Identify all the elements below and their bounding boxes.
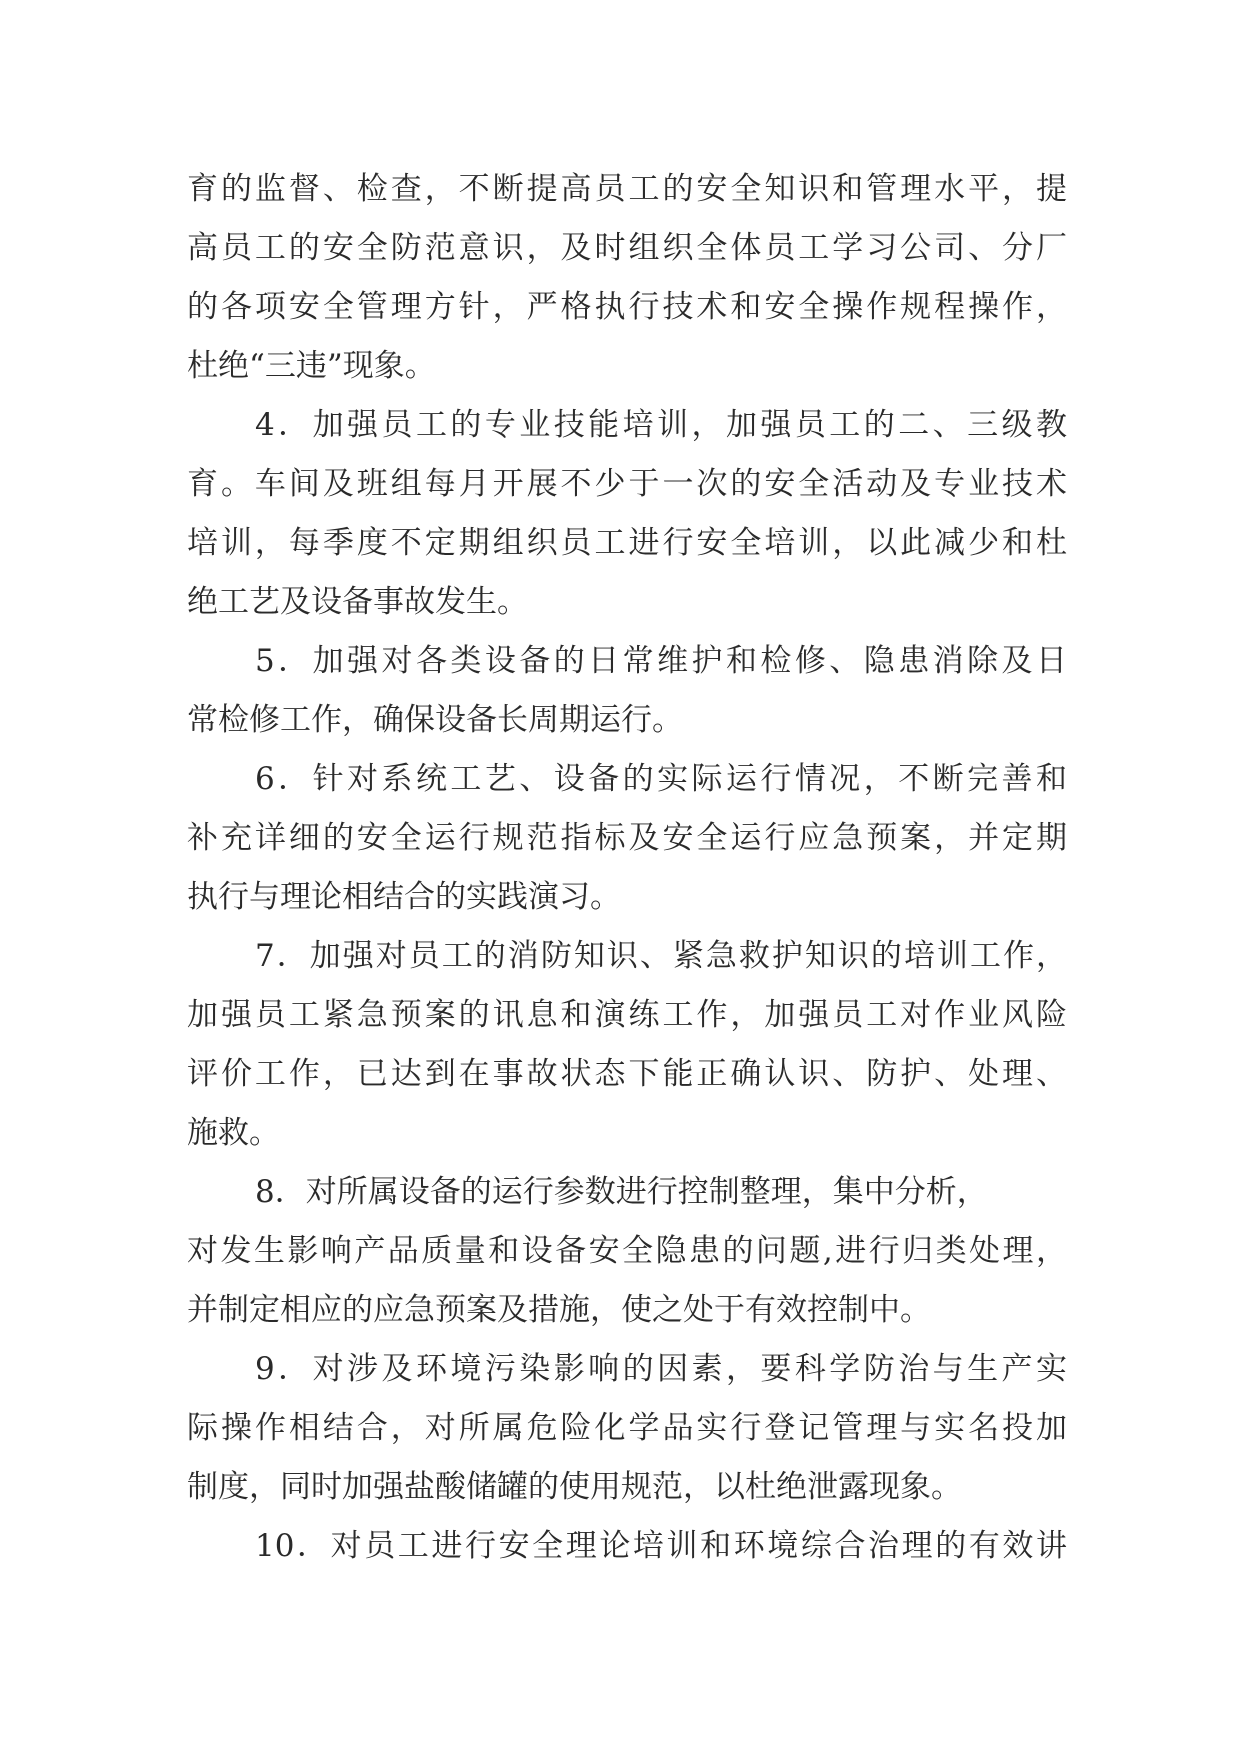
text-line: 的各项安全管理方针，严格执行技术和安全操作规程操作， [187, 289, 1067, 325]
paragraph-item-10 [187, 1517, 1067, 1576]
text-line: 9．对涉及环境污染影响的因素，要科学防治与生产实 [255, 1351, 1067, 1387]
body-text [187, 160, 1067, 1576]
paragraph-item-9 [187, 1340, 1067, 1517]
text-line: 并制定相应的应急预案及措施，使之处于有效控制中。 [187, 1292, 931, 1328]
text-line: 育。车间及班组每月开展不少于一次的安全活动及专业技术 [187, 466, 1067, 502]
text-line: 杜绝“三违”现象。 [187, 348, 436, 384]
text-line: 7．加强对员工的消防知识、紧急救护知识的培训工作， [255, 938, 1067, 974]
text-line: 10．对员工进行安全理论培训和环境综合治理的有效讲 [255, 1528, 1067, 1564]
text-line: 加强员工紧急预案的讯息和演练工作，加强员工对作业风险 [187, 997, 1067, 1033]
text-line: 执行与理论相结合的实践演习。 [187, 879, 621, 915]
text-line: 8．对所属设备的运行参数进行控制整理，集中分析， [255, 1174, 988, 1210]
paragraph-item-4 [187, 396, 1067, 632]
text-line: 评价工作，已达到在事故状态下能正确认识、防护、处理、 [187, 1056, 1067, 1092]
text-line: 际操作相结合，对所属危险化学品实行登记管理与实名投加 [187, 1410, 1067, 1446]
text-line: 培训，每季度不定期组织员工进行安全培训，以此减少和杜 [187, 525, 1067, 561]
text-line: 制度，同时加强盐酸储罐的使用规范，以杜绝泄露现象。 [187, 1469, 962, 1505]
text-line: 对发生影响产品质量和设备安全隐患的问题,进行归类处理， [187, 1233, 1067, 1269]
paragraph-continuation [187, 160, 1067, 396]
paragraph-item-8 [187, 1163, 1067, 1340]
text-line: 常检修工作，确保设备长周期运行。 [187, 702, 683, 738]
paragraph-item-7 [187, 927, 1067, 1163]
text-line: 高员工的安全防范意识，及时组织全体员工学习公司、分厂 [187, 230, 1067, 266]
paragraph-item-5 [187, 632, 1067, 750]
text-line: 4．加强员工的专业技能培训，加强员工的二、三级教 [255, 407, 1067, 443]
text-line: 补充详细的安全运行规范指标及安全运行应急预案，并定期 [187, 820, 1067, 856]
text-line: 5．加强对各类设备的日常维护和检修、隐患消除及日 [255, 643, 1067, 679]
text-line: 绝工艺及设备事故发生。 [187, 584, 528, 620]
paragraph-item-6 [187, 750, 1067, 927]
text-line: 施救。 [187, 1115, 280, 1151]
text-line: 6．针对系统工艺、设备的实际运行情况，不断完善和 [255, 761, 1067, 797]
text-line: 育的监督、检查，不断提高员工的安全知识和管理水平，提 [187, 171, 1067, 207]
